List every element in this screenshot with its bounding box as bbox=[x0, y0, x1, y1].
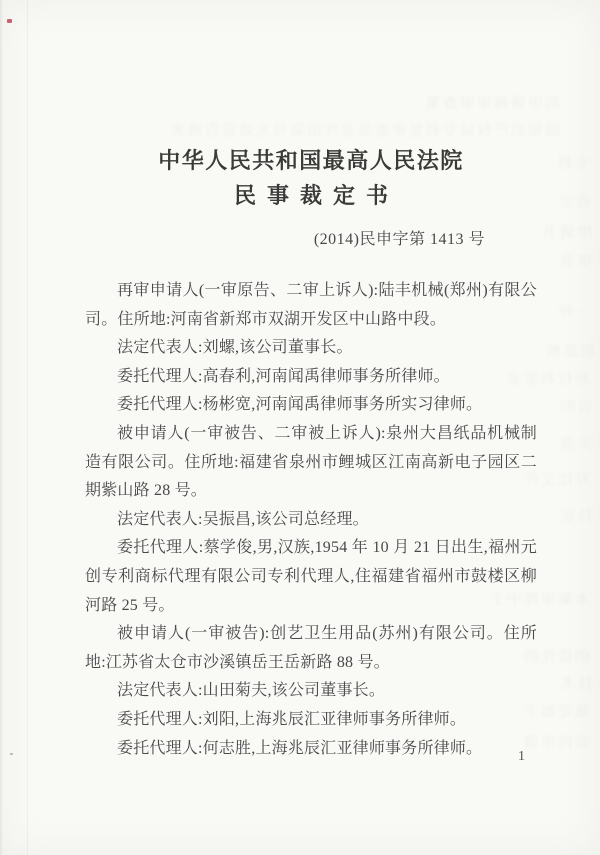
body-paragraph-respondent-1: 被申请人(一审被告、二审被上诉人):泉州大昌纸品机械制造有限公司。住所地:福建省泉州市鲤城区江南高新电子园区二期紫山路 28 号。 bbox=[85, 424, 537, 500]
body-paragraph-agent-2: 委托代理人:杨彬宽,河南闻禹律师事务所实习律师。 bbox=[117, 396, 483, 414]
body-paragraph-agent-5: 委托代理人:何志胜,上海兆辰汇亚律师事务所律师。 bbox=[117, 739, 483, 757]
bleedthrough-artifact: 专利 bbox=[555, 156, 590, 172]
body-paragraph-agent-4: 委托代理人:刘阳,上海兆辰汇亚律师事务所律师。 bbox=[117, 710, 467, 728]
bleedthrough-artifact: 说明 bbox=[557, 400, 592, 416]
bleedthrough-artifact: 纸品机 bbox=[543, 344, 595, 360]
body-paragraph-legal-rep-2: 法定代表人:吴振昌,该公司总经理。 bbox=[117, 510, 369, 528]
document-body bbox=[85, 277, 537, 763]
bleedthrough-artifact: 实施 bbox=[557, 436, 592, 452]
body-paragraph-respondent-2: 被申请人(一审被告):创艺卫生用品(苏州)有限公司。住所地:江苏省太仓市沙溪镇岳王岳新路 88 号。 bbox=[85, 625, 537, 671]
case-number: (2014)民申字第 1413 号 bbox=[313, 231, 485, 248]
bleedthrough-artifact: 利权利要求 bbox=[504, 372, 590, 388]
body-paragraph-legal-rep-1: 法定代表人:刘螺,该公司董事长。 bbox=[117, 339, 353, 357]
scan-edge-shadow bbox=[0, 0, 3, 855]
dust-speck bbox=[10, 753, 13, 755]
page-number: 1 bbox=[518, 749, 525, 764]
bleedthrough-artifact: 裁定 bbox=[556, 194, 591, 210]
body-paragraph-petitioner: 再审申请人(一审原告、二审上诉人):陆丰机械(郑州)有限公司。住所地:河南省新郑市双湖开发区中山路中段。 bbox=[85, 282, 537, 328]
body-paragraph-agent-3: 委托代理人:蔡学俊,男,汉族,1954 年 10 月 21 日出生,福州元创专利商标代理有限公司专利代理人,住福建省福州市鼓楼区柳河路 25 号。 bbox=[85, 539, 537, 614]
body-paragraph-legal-rep-3: 法定代表人:山田菊夫,该公司董事长。 bbox=[117, 682, 386, 700]
bleedthrough-artifact: 审查 bbox=[557, 254, 592, 270]
bleedthrough-artifact: 对比文件 bbox=[521, 472, 590, 488]
red-ink-speck bbox=[7, 19, 12, 23]
bleedthrough-artifact: 裁定如下 bbox=[521, 704, 590, 720]
bleedthrough-artifact: 申请书 bbox=[540, 225, 592, 241]
court-name: 中华人民共和国最高人民法院 bbox=[158, 148, 464, 173]
bleedthrough-artifact: 本案审理中于 bbox=[487, 592, 590, 608]
bleedthrough-artifact: 一种 bbox=[556, 304, 591, 320]
document-type-title: 民事裁定书 bbox=[233, 183, 399, 208]
bleedthrough-artifact: 国知识产权局专利复审委员会作出第号无效宣告请求 bbox=[168, 123, 560, 139]
body-paragraph-agent-1: 委托代理人:高春利,河南闻禹律师事务所律师。 bbox=[117, 367, 450, 385]
bleedthrough-artifact: 特征 bbox=[557, 509, 592, 525]
bleedthrough-artifact: 技术 bbox=[557, 676, 592, 692]
scan-fold-line bbox=[27, 0, 28, 855]
bleedthrough-artifact: 创造性的 bbox=[521, 649, 590, 665]
bleedthrough-artifact: 的申请再审审查案 bbox=[423, 96, 560, 112]
bleedthrough-artifact: 驳回申请 bbox=[521, 735, 590, 751]
document-content bbox=[85, 148, 537, 763]
